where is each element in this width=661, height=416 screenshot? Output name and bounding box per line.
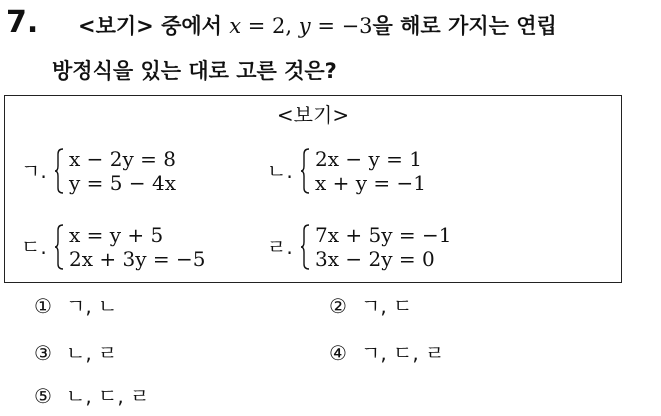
equation-2: x + y = −1 [315, 171, 427, 195]
bogi-title: <보기> [276, 103, 350, 127]
question-prefix: <보기> 중에서 [78, 14, 230, 38]
question-number: 7. [6, 5, 39, 40]
choice-2[interactable] [329, 296, 412, 316]
left-brace-icon [54, 224, 64, 270]
question-text-line-1 [78, 16, 557, 37]
choice-number: ④ [329, 341, 347, 365]
choice-text: ㄱ, ㄷ, ㄹ [361, 341, 445, 365]
question-suffix: 을 해로 가지는 연립 [372, 14, 557, 38]
choice-number: ⑤ [34, 384, 52, 408]
equation-2: 2x + 3y = −5 [69, 247, 206, 271]
choice-5[interactable] [34, 386, 149, 406]
y-variable: y [298, 14, 311, 38]
choice-text: ㄱ, ㄴ [66, 294, 118, 318]
item-label: ㄴ. [267, 159, 293, 183]
equation-1: x = y + 5 [69, 223, 164, 247]
equation-1: x − 2y = 8 [69, 147, 176, 171]
left-brace-icon [300, 224, 310, 270]
x-variable: x [229, 14, 242, 38]
choice-number: ② [329, 294, 347, 318]
equation-1: 7x + 5y = −1 [315, 223, 452, 247]
left-brace-icon [54, 148, 64, 194]
equation-2: y = 5 − 4x [69, 171, 176, 195]
question-text-line-2: 방정식을 있는 대로 고른 것은? [52, 59, 337, 83]
choice-text: ㄱ, ㄷ [361, 294, 413, 318]
equation-1: 2x − y = 1 [315, 147, 422, 171]
choice-text: ㄴ, ㄹ [66, 341, 118, 365]
left-brace-icon [300, 148, 310, 194]
choice-1[interactable] [34, 296, 117, 316]
item-label: ㄹ. [267, 235, 293, 259]
choice-number: ① [34, 294, 52, 318]
choice-text: ㄴ, ㄷ, ㄹ [66, 384, 150, 408]
choice-3[interactable] [34, 343, 117, 363]
item-label: ㄷ. [21, 235, 47, 259]
choice-4[interactable] [329, 343, 444, 363]
equation-2: 3x − 2y = 0 [315, 247, 435, 271]
bogi-box [4, 95, 622, 283]
y-value: = −3 [310, 14, 373, 38]
choice-number: ③ [34, 341, 52, 365]
x-value: = 2, [241, 14, 299, 38]
item-label: ㄱ. [21, 159, 47, 183]
